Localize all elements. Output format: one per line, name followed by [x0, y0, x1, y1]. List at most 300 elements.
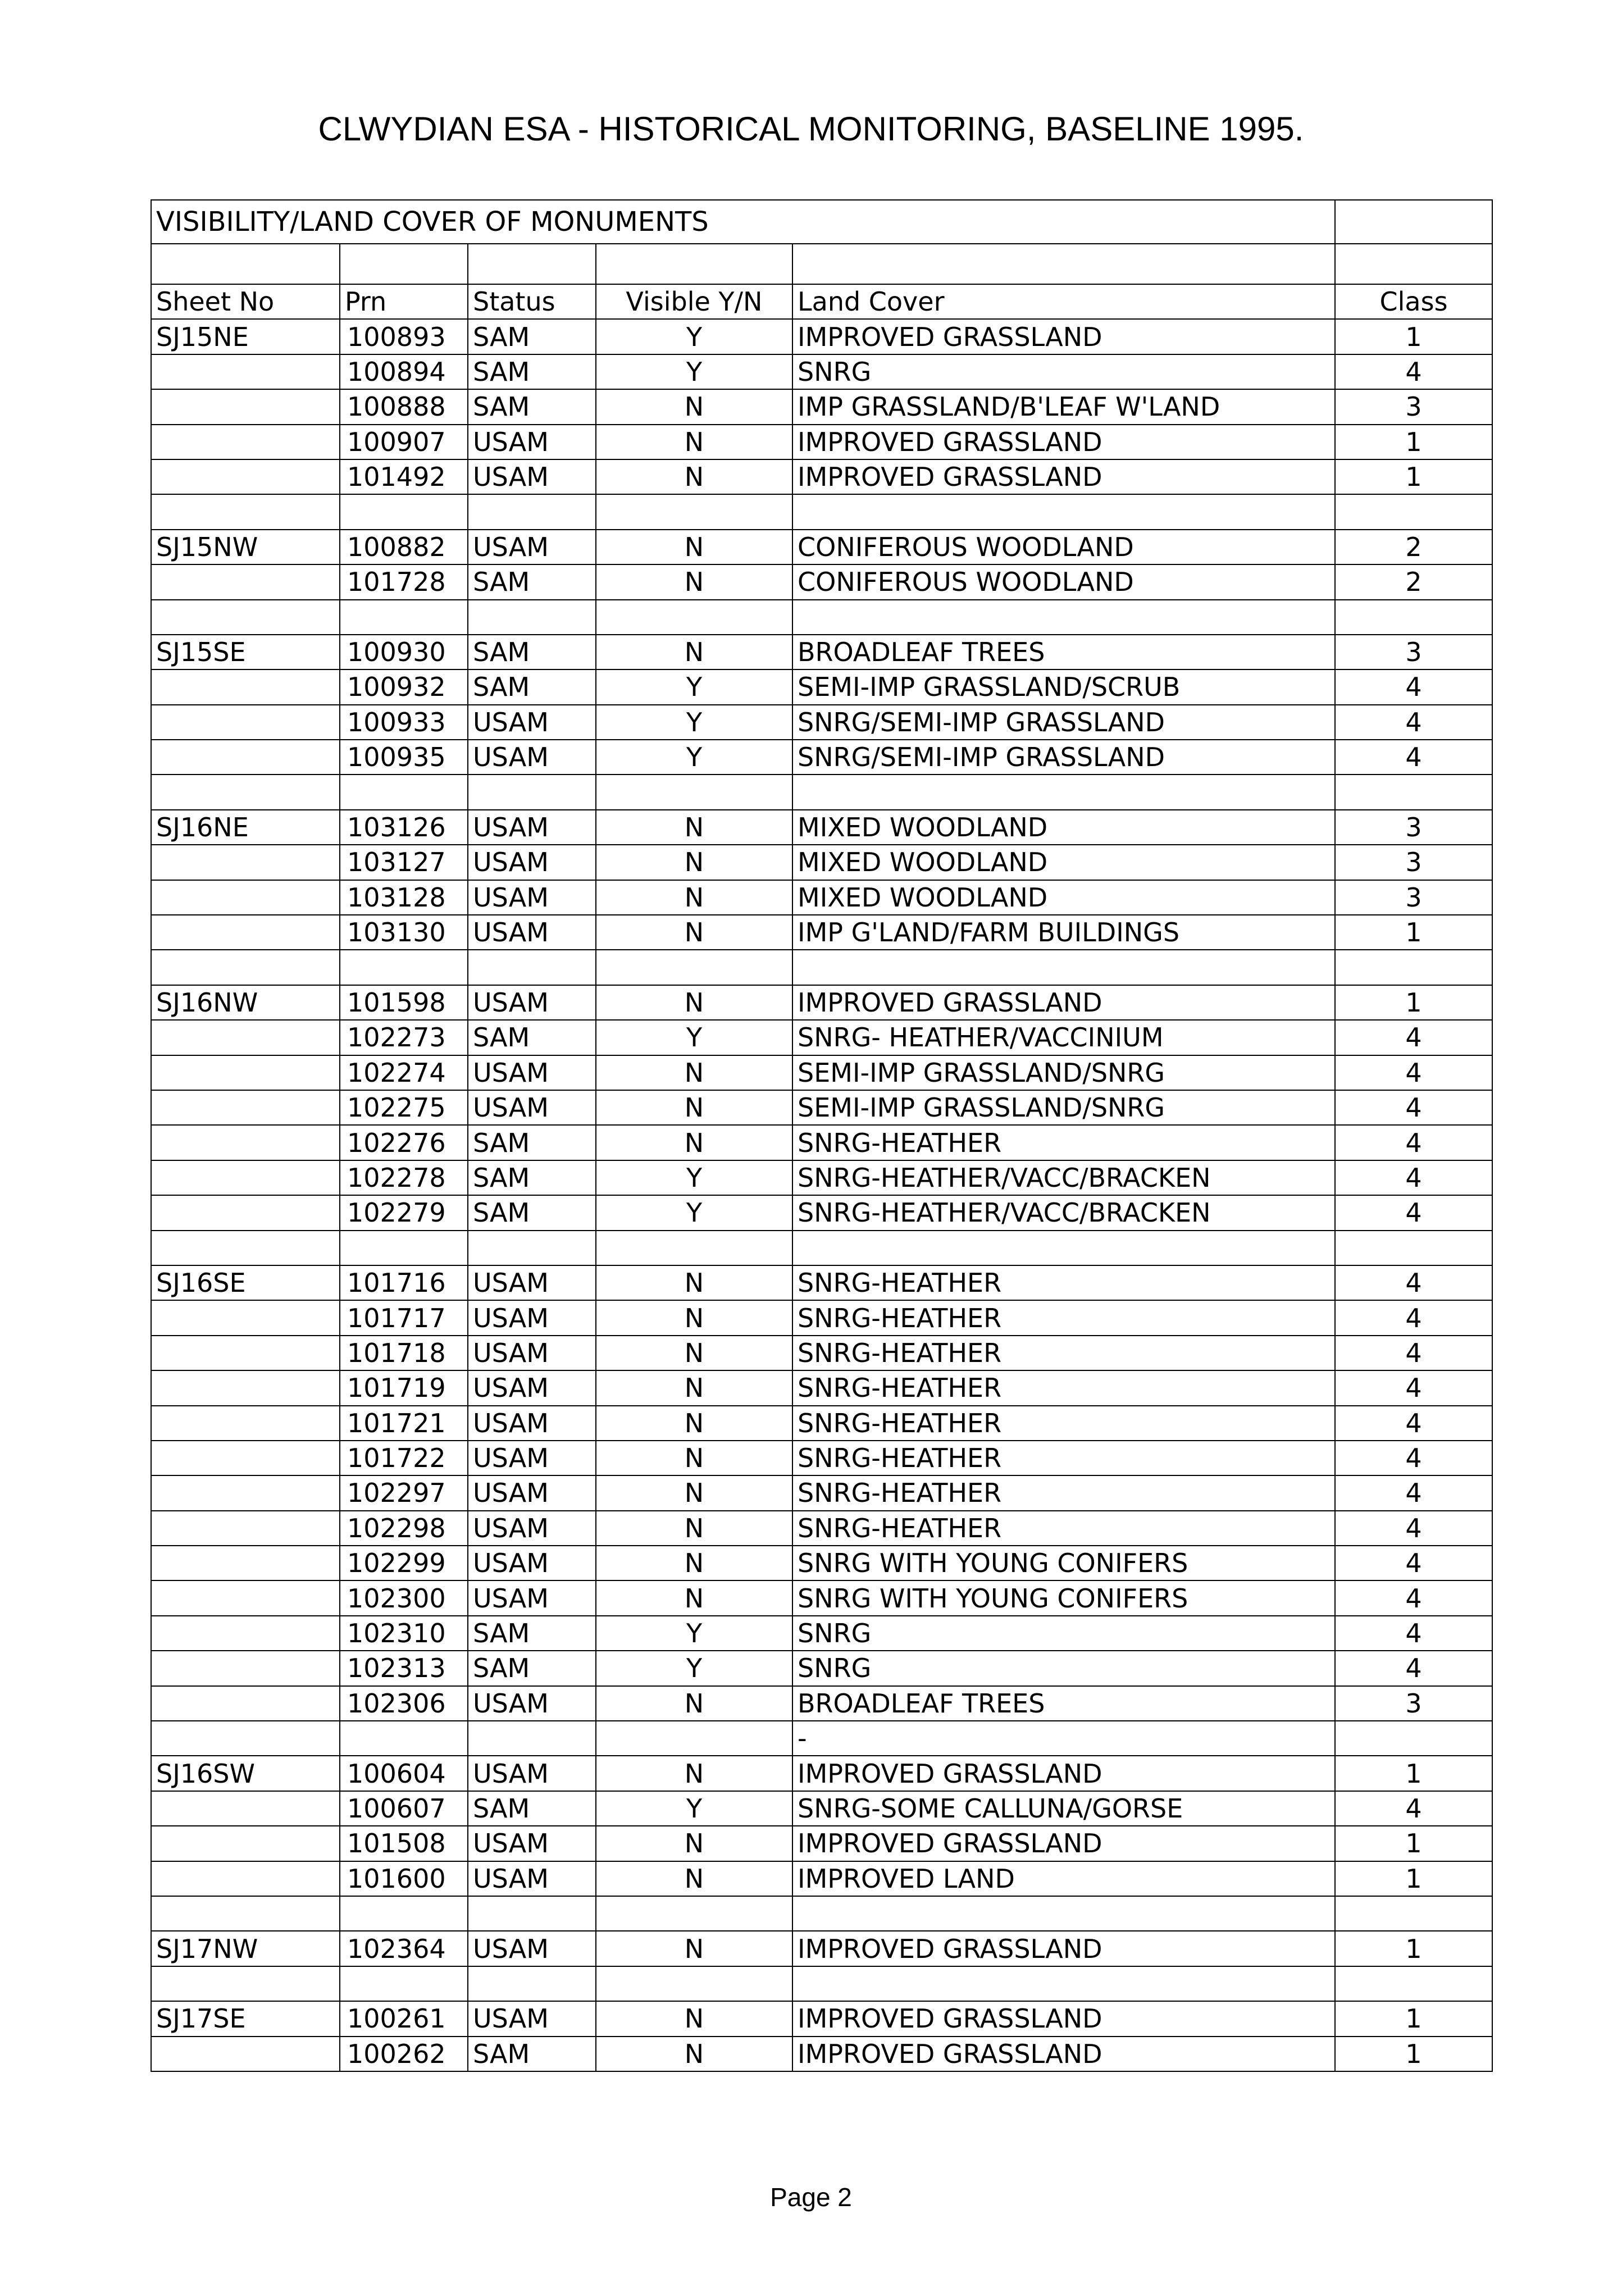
cell-land-cover: IMPROVED GRASSLAND: [792, 1756, 1335, 1791]
cell-status: [468, 600, 596, 635]
cell-sheet-no: [151, 669, 340, 704]
cell-land-cover: SNRG: [792, 1616, 1335, 1651]
cell-prn: 100604: [340, 1756, 468, 1791]
cell-sheet-no: [151, 1300, 340, 1335]
cell-class: 1: [1335, 459, 1492, 494]
cell-prn: 100930: [340, 635, 468, 669]
cell-visible: N: [596, 1441, 792, 1475]
cell-land-cover: SNRG: [792, 354, 1335, 389]
cell-sheet-no: [151, 564, 340, 599]
table-row: [151, 880, 1492, 915]
cell-class: 4: [1335, 354, 1492, 389]
page-number: Page 2: [770, 2183, 852, 2212]
table-row: [151, 810, 1492, 845]
cell-prn: [340, 1966, 468, 2001]
cell-land-cover: SNRG-HEATHER: [792, 1370, 1335, 1405]
cell-visible: [596, 1896, 792, 1931]
cell-land-cover: SNRG/SEMI-IMP GRASSLAND: [792, 740, 1335, 775]
table-row: [151, 635, 1492, 669]
cell-status: USAM: [468, 915, 596, 950]
cell-visible: N: [596, 985, 792, 1020]
cell-visible: N: [596, 1475, 792, 1510]
cell-land-cover: IMPROVED LAND: [792, 1861, 1335, 1896]
cell-class: 1: [1335, 2037, 1492, 2071]
cell-prn: 102275: [340, 1090, 468, 1125]
cell-class: 1: [1335, 425, 1492, 459]
cell-sheet-no: [151, 1511, 340, 1546]
cell-class: [1335, 775, 1492, 809]
header-land-cover: Land Cover: [792, 284, 1335, 319]
cell-prn: 103127: [340, 845, 468, 880]
cell-land-cover: SNRG-HEATHER: [792, 1475, 1335, 1510]
cell-visible: N: [596, 1756, 792, 1791]
cell-sheet-no: [151, 1406, 340, 1441]
cell-class: [1335, 1721, 1492, 1756]
cell-class: 1: [1335, 985, 1492, 1020]
table-row: [151, 2001, 1492, 2036]
table-row: [151, 1475, 1492, 1510]
cell-class: 1: [1335, 1861, 1492, 1896]
cell-class: 2: [1335, 564, 1492, 599]
cell-status: USAM: [468, 1580, 596, 1615]
cell-status: SAM: [468, 354, 596, 389]
cell-visible: N: [596, 2037, 792, 2071]
cell-status: SAM: [468, 635, 596, 669]
cell-visible: N: [596, 1370, 792, 1405]
cell-prn: 102299: [340, 1546, 468, 1580]
cell-class: 4: [1335, 1616, 1492, 1651]
cell-visible: N: [596, 530, 792, 564]
cell-status: USAM: [468, 1090, 596, 1125]
cell-prn: 100888: [340, 389, 468, 424]
cell-visible: N: [596, 1511, 792, 1546]
cell-sheet-no: [151, 1160, 340, 1195]
cell-land-cover: IMPROVED GRASSLAND: [792, 425, 1335, 459]
cell-sheet-no: [151, 1090, 340, 1125]
cell-class: 1: [1335, 2001, 1492, 2036]
cell-land-cover: [792, 600, 1335, 635]
cell-visible: N: [596, 1861, 792, 1896]
cell-visible: N: [596, 1125, 792, 1160]
cell-sheet-no: [151, 1370, 340, 1405]
cell-sheet-no: [151, 2037, 340, 2071]
cell-land-cover: [792, 494, 1335, 529]
cell-status: [468, 775, 596, 809]
cell-status: SAM: [468, 319, 596, 354]
cell-status: USAM: [468, 740, 596, 775]
cell-prn: 101728: [340, 564, 468, 599]
table-row: [151, 669, 1492, 704]
cell-status: SAM: [468, 1791, 596, 1826]
table-row: [151, 1055, 1492, 1090]
cell-visible: Y: [596, 354, 792, 389]
cell-visible: [596, 775, 792, 809]
cell-prn: 101718: [340, 1336, 468, 1370]
table-row: [151, 1160, 1492, 1195]
cell-visible: N: [596, 1546, 792, 1580]
table-row: [151, 1300, 1492, 1335]
cell-class: [1335, 600, 1492, 635]
cell-status: SAM: [468, 1616, 596, 1651]
cell-land-cover: MIXED WOODLAND: [792, 880, 1335, 915]
cell-land-cover: SNRG-HEATHER/VACC/BRACKEN: [792, 1195, 1335, 1230]
cell-land-cover: IMP GRASSLAND/B'LEAF W'LAND: [792, 389, 1335, 424]
cell-sheet-no: SJ15SE: [151, 635, 340, 669]
cell-visible: [596, 1231, 792, 1265]
cell-sheet-no: [151, 775, 340, 809]
cell-sheet-no: [151, 1441, 340, 1475]
table-row: [151, 389, 1492, 424]
table-row: [151, 1125, 1492, 1160]
cell-class: 2: [1335, 530, 1492, 564]
cell-land-cover: IMPROVED GRASSLAND: [792, 985, 1335, 1020]
cell-sheet-no: [151, 1125, 340, 1160]
cell-prn: [340, 1721, 468, 1756]
cell-status: USAM: [468, 1055, 596, 1090]
table-row: [151, 1616, 1492, 1651]
table-row: [151, 1966, 1492, 2001]
cell-status: USAM: [468, 2001, 596, 2036]
table-row: [151, 1195, 1492, 1230]
cell-sheet-no: SJ15NW: [151, 530, 340, 564]
cell-class: 4: [1335, 1020, 1492, 1055]
cell-visible: N: [596, 1090, 792, 1125]
cell-status: [468, 1896, 596, 1931]
cell-sheet-no: [151, 915, 340, 950]
cell-visible: N: [596, 845, 792, 880]
cell-status: USAM: [468, 425, 596, 459]
cell-prn: 100935: [340, 740, 468, 775]
cell-land-cover: CONIFEROUS WOODLAND: [792, 530, 1335, 564]
table-row: [151, 1336, 1492, 1370]
cell-sheet-no: [151, 494, 340, 529]
table-caption-blank: [1335, 200, 1492, 244]
cell-class: 3: [1335, 810, 1492, 845]
cell-prn: 100893: [340, 319, 468, 354]
cell-status: USAM: [468, 459, 596, 494]
cell-visible: N: [596, 1686, 792, 1721]
cell-sheet-no: [151, 600, 340, 635]
cell-prn: 101492: [340, 459, 468, 494]
cell-status: SAM: [468, 669, 596, 704]
table-row: [151, 564, 1492, 599]
table-row: [151, 319, 1492, 354]
table-row: [151, 1756, 1492, 1791]
cell-prn: 100262: [340, 2037, 468, 2071]
cell-visible: N: [596, 459, 792, 494]
cell-class: 4: [1335, 1195, 1492, 1230]
cell-sheet-no: [151, 1336, 340, 1370]
cell-class: 4: [1335, 1336, 1492, 1370]
cell-visible: N: [596, 1336, 792, 1370]
cell-visible: N: [596, 810, 792, 845]
cell-sheet-no: [151, 740, 340, 775]
cell-visible: Y: [596, 1195, 792, 1230]
cell-land-cover: SNRG-HEATHER: [792, 1406, 1335, 1441]
table-row: [151, 1580, 1492, 1615]
table-row: [151, 459, 1492, 494]
cell-land-cover: IMPROVED GRASSLAND: [792, 319, 1335, 354]
cell-class: 4: [1335, 1475, 1492, 1510]
cell-land-cover: SNRG-HEATHER: [792, 1441, 1335, 1475]
cell-prn: 102274: [340, 1055, 468, 1090]
cell-sheet-no: [151, 1616, 340, 1651]
cell-visible: N: [596, 915, 792, 950]
cell-sheet-no: SJ16NE: [151, 810, 340, 845]
header-visible: Visible Y/N: [596, 284, 792, 319]
cell-prn: 101508: [340, 1826, 468, 1861]
cell-class: 3: [1335, 1686, 1492, 1721]
header-prn: Prn: [340, 284, 468, 319]
cell-prn: 100894: [340, 354, 468, 389]
table-row: [151, 1231, 1492, 1265]
cell-land-cover: CONIFEROUS WOODLAND: [792, 564, 1335, 599]
cell-prn: [340, 600, 468, 635]
cell-visible: [596, 950, 792, 985]
cell-visible: N: [596, 1265, 792, 1300]
table-caption-row: [151, 200, 1492, 244]
cell-land-cover: SEMI-IMP GRASSLAND/SNRG: [792, 1055, 1335, 1090]
cell-land-cover: SNRG- HEATHER/VACCINIUM: [792, 1020, 1335, 1055]
cell-land-cover: SNRG-HEATHER: [792, 1511, 1335, 1546]
cell-status: SAM: [468, 1195, 596, 1230]
cell-sheet-no: SJ16SE: [151, 1265, 340, 1300]
cell-visible: Y: [596, 705, 792, 740]
cell-status: SAM: [468, 2037, 596, 2071]
cell-visible: Y: [596, 669, 792, 704]
cell-sheet-no: [151, 425, 340, 459]
cell-prn: 101721: [340, 1406, 468, 1441]
cell-class: 3: [1335, 880, 1492, 915]
table-row: [151, 494, 1492, 529]
cell-status: USAM: [468, 845, 596, 880]
cell-sheet-no: [151, 1546, 340, 1580]
table-row: [151, 600, 1492, 635]
cell-land-cover: SNRG WITH YOUNG CONIFERS: [792, 1580, 1335, 1615]
table-row: [151, 2037, 1492, 2071]
cell-prn: [340, 494, 468, 529]
table-row: [151, 845, 1492, 880]
cell-visible: N: [596, 1406, 792, 1441]
cell-class: [1335, 950, 1492, 985]
cell-status: USAM: [468, 1370, 596, 1405]
table-row: [151, 1896, 1492, 1931]
cell-sheet-no: SJ16SW: [151, 1756, 340, 1791]
cell-land-cover: [792, 775, 1335, 809]
cell-land-cover: BROADLEAF TREES: [792, 1686, 1335, 1721]
cell-class: 3: [1335, 389, 1492, 424]
table-row: [151, 1791, 1492, 1826]
cell-status: USAM: [468, 1475, 596, 1510]
cell-prn: 102297: [340, 1475, 468, 1510]
cell-class: [1335, 1896, 1492, 1931]
cell-visible: [596, 1966, 792, 2001]
cell-sheet-no: [151, 1651, 340, 1685]
cell-sheet-no: SJ16NW: [151, 985, 340, 1020]
cell-sheet-no: SJ17NW: [151, 1931, 340, 1966]
cell-prn: 100933: [340, 705, 468, 740]
cell-land-cover: [792, 1896, 1335, 1931]
cell-visible: N: [596, 1931, 792, 1966]
cell-sheet-no: [151, 1195, 340, 1230]
cell-visible: N: [596, 564, 792, 599]
cell-land-cover: SNRG-HEATHER: [792, 1300, 1335, 1335]
cell-sheet-no: [151, 705, 340, 740]
cell-class: 1: [1335, 319, 1492, 354]
cell-status: [468, 1966, 596, 2001]
cell-status: SAM: [468, 1160, 596, 1195]
cell-land-cover: IMPROVED GRASSLAND: [792, 2001, 1335, 2036]
cell-sheet-no: [151, 459, 340, 494]
cell-land-cover: [792, 1231, 1335, 1265]
table-row: [151, 1931, 1492, 1966]
cell-land-cover: SNRG/SEMI-IMP GRASSLAND: [792, 705, 1335, 740]
header-class: Class: [1335, 284, 1492, 319]
cell-status: USAM: [468, 1931, 596, 1966]
cell-land-cover: SNRG: [792, 1651, 1335, 1685]
cell-sheet-no: [151, 1861, 340, 1896]
cell-prn: 100261: [340, 2001, 468, 2036]
cell-status: USAM: [468, 810, 596, 845]
cell-visible: [596, 1721, 792, 1756]
cell-class: 4: [1335, 1580, 1492, 1615]
cell-visible: N: [596, 1580, 792, 1615]
cell-prn: 102278: [340, 1160, 468, 1195]
cell-status: [468, 494, 596, 529]
cell-land-cover: MIXED WOODLAND: [792, 810, 1335, 845]
cell-land-cover: [792, 1966, 1335, 2001]
cell-class: 4: [1335, 1055, 1492, 1090]
cell-prn: 103128: [340, 880, 468, 915]
cell-visible: Y: [596, 319, 792, 354]
cell-prn: 102273: [340, 1020, 468, 1055]
cell-prn: 100907: [340, 425, 468, 459]
cell-prn: [340, 1231, 468, 1265]
cell-prn: 103130: [340, 915, 468, 950]
cell-land-cover: SNRG-HEATHER: [792, 1265, 1335, 1300]
cell-class: 1: [1335, 1756, 1492, 1791]
cell-sheet-no: [151, 950, 340, 985]
table-row: [151, 1511, 1492, 1546]
cell-land-cover: SEMI-IMP GRASSLAND/SCRUB: [792, 669, 1335, 704]
cell-visible: N: [596, 1826, 792, 1861]
cell-visible: N: [596, 425, 792, 459]
cell-land-cover: SNRG-HEATHER: [792, 1336, 1335, 1370]
cell-class: 4: [1335, 1125, 1492, 1160]
cell-visible: Y: [596, 1791, 792, 1826]
cell-land-cover: IMP G'LAND/FARM BUILDINGS: [792, 915, 1335, 950]
cell-class: 4: [1335, 1511, 1492, 1546]
cell-land-cover: IMPROVED GRASSLAND: [792, 2037, 1335, 2071]
cell-status: SAM: [468, 1651, 596, 1685]
cell-status: USAM: [468, 1300, 596, 1335]
cell-sheet-no: [151, 1475, 340, 1510]
cell-visible: N: [596, 1055, 792, 1090]
document-title: CLWYDIAN ESA - HISTORICAL MONITORING, BASELINE 1995.: [318, 110, 1304, 148]
cell-sheet-no: [151, 354, 340, 389]
table-row: [151, 705, 1492, 740]
monuments-table: [151, 199, 1493, 2072]
cell-prn: 102310: [340, 1616, 468, 1651]
cell-class: 1: [1335, 1931, 1492, 1966]
cell-sheet-no: [151, 1055, 340, 1090]
cell-prn: 103126: [340, 810, 468, 845]
cell-land-cover: SNRG-HEATHER/VACC/BRACKEN: [792, 1160, 1335, 1195]
table-row: [151, 775, 1492, 809]
cell-class: 4: [1335, 1546, 1492, 1580]
header-status: Status: [468, 284, 596, 319]
cell-status: USAM: [468, 1756, 596, 1791]
table-caption: VISIBILITY/LAND COVER OF MONUMENTS: [151, 200, 1335, 244]
table-row: [151, 1651, 1492, 1685]
cell-visible: N: [596, 389, 792, 424]
cell-class: 4: [1335, 1265, 1492, 1300]
cell-class: 1: [1335, 1826, 1492, 1861]
cell-class: [1335, 1966, 1492, 2001]
cell-class: 1: [1335, 915, 1492, 950]
cell-land-cover: IMPROVED GRASSLAND: [792, 1826, 1335, 1861]
cell-class: 4: [1335, 1441, 1492, 1475]
cell-class: 3: [1335, 845, 1492, 880]
cell-sheet-no: [151, 1580, 340, 1615]
table-row: [151, 1020, 1492, 1055]
cell-sheet-no: [151, 389, 340, 424]
cell-land-cover: IMPROVED GRASSLAND: [792, 1931, 1335, 1966]
spacer-row: [151, 244, 1492, 284]
cell-visible: N: [596, 1300, 792, 1335]
table-row: [151, 1721, 1492, 1756]
table-row: [151, 1090, 1492, 1125]
cell-land-cover: MIXED WOODLAND: [792, 845, 1335, 880]
table-row: [151, 1686, 1492, 1721]
cell-land-cover: SNRG WITH YOUNG CONIFERS: [792, 1546, 1335, 1580]
header-sheet-no: Sheet No: [151, 284, 340, 319]
cell-sheet-no: [151, 1966, 340, 2001]
cell-prn: 101719: [340, 1370, 468, 1405]
cell-visible: Y: [596, 1616, 792, 1651]
cell-sheet-no: [151, 845, 340, 880]
cell-visible: [596, 600, 792, 635]
cell-status: USAM: [468, 1861, 596, 1896]
cell-prn: 102306: [340, 1686, 468, 1721]
cell-prn: 102364: [340, 1931, 468, 1966]
cell-class: 4: [1335, 1090, 1492, 1125]
cell-visible: N: [596, 2001, 792, 2036]
cell-status: USAM: [468, 985, 596, 1020]
cell-status: USAM: [468, 1511, 596, 1546]
cell-sheet-no: [151, 880, 340, 915]
cell-status: USAM: [468, 1686, 596, 1721]
cell-prn: 101722: [340, 1441, 468, 1475]
table-row: [151, 425, 1492, 459]
cell-status: USAM: [468, 1546, 596, 1580]
cell-prn: 102276: [340, 1125, 468, 1160]
cell-prn: 101600: [340, 1861, 468, 1896]
cell-class: 4: [1335, 669, 1492, 704]
cell-visible: Y: [596, 1651, 792, 1685]
cell-prn: 100932: [340, 669, 468, 704]
cell-class: 4: [1335, 1160, 1492, 1195]
cell-prn: 101716: [340, 1265, 468, 1300]
cell-visible: Y: [596, 740, 792, 775]
cell-visible: N: [596, 880, 792, 915]
cell-prn: 102279: [340, 1195, 468, 1230]
cell-prn: [340, 1896, 468, 1931]
cell-status: USAM: [468, 705, 596, 740]
cell-status: USAM: [468, 1406, 596, 1441]
table-row: [151, 1265, 1492, 1300]
cell-land-cover: -: [792, 1721, 1335, 1756]
